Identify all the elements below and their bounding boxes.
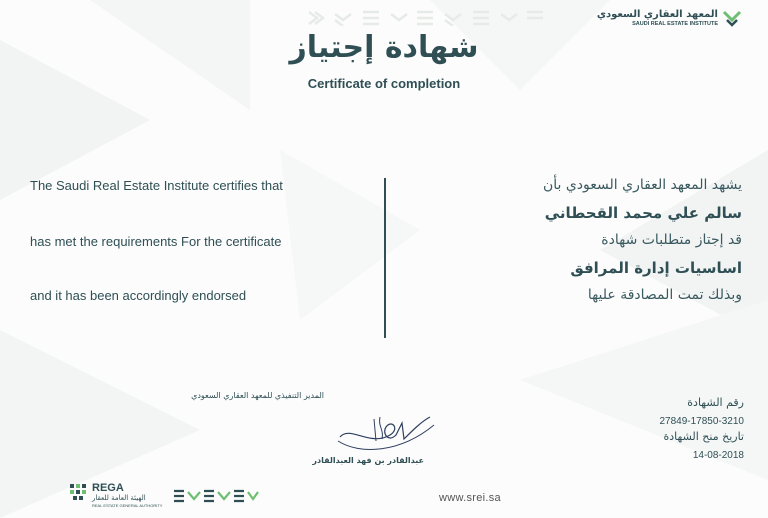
issue-date-label: تاريخ منح الشهادة (663, 430, 744, 443)
logo-english-text: SAUDI REAL ESTATE INSTITUTE (632, 21, 718, 27)
recipient-name: سالم علي محمد القحطاني (544, 204, 742, 222)
executive-director-name: عبدالقادر بن فهد العبدالقادر (312, 456, 424, 465)
issue-date: 14-08-2018 (692, 450, 744, 461)
center-divider (384, 178, 386, 338)
signature-icon (330, 405, 440, 455)
chevron-pattern-bottom (172, 489, 260, 503)
executive-director-title: المدير التنفيذي للمعهد العقاري السعودي (191, 391, 324, 400)
arabic-line-2: قد إجتاز متطلبات شهادة (601, 232, 742, 248)
english-line-1: The Saudi Real Estate Institute certifies that (30, 178, 283, 193)
arabic-line-3: وبذلك تمت المصادقة عليها (587, 287, 742, 303)
english-line-2: has met the requirements For the certificate (30, 234, 282, 249)
arabic-line-1: يشهد المعهد العقاري السعودي بأن (542, 177, 742, 193)
course-name: اساسيات إدارة المرافق (570, 259, 742, 277)
rega-english-text: REAL ESTATE GENERAL AUTHORITY (92, 503, 163, 508)
srei-logo-icon (722, 8, 742, 28)
certificate-title-arabic: شهادة إجتياز (289, 30, 479, 65)
website-link[interactable]: www.srei.sa (439, 492, 501, 504)
certificate-title-english: Certificate of completion (307, 76, 461, 91)
logo-arabic-text: المعهد العقاري السعودي (596, 9, 718, 20)
certificate-number: 27849-17850-3210 (659, 416, 744, 427)
rega-logo-icon (68, 482, 90, 506)
rega-logo-text: REGA (92, 482, 124, 494)
rega-arabic-text: الهيئة العامة للعقار (92, 494, 146, 502)
english-line-3: and it has been accordingly endorsed (30, 288, 247, 303)
chevron-pattern-top (305, 10, 545, 26)
certificate-number-label: رقم الشهادة (687, 396, 744, 409)
